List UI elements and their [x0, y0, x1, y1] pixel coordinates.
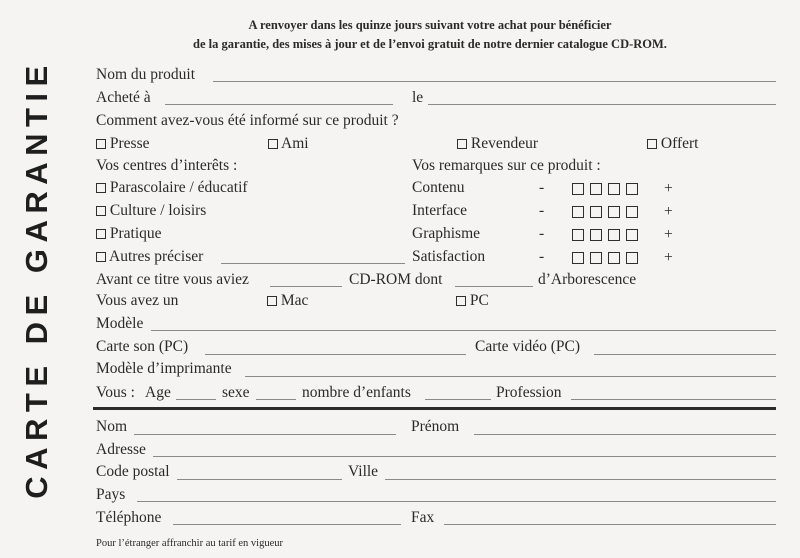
ami-checkbox[interactable]: [268, 139, 278, 149]
satisfaction-rating-1[interactable]: [572, 252, 584, 264]
phone-label: Téléphone: [96, 509, 162, 526]
country-label: Pays: [96, 486, 126, 503]
owned-suffix: d’Arborescence: [538, 271, 637, 288]
bought-at-label: Acheté à: [96, 89, 151, 106]
first-name-label: Prénom: [411, 418, 460, 435]
informed-option-ami: [268, 135, 309, 153]
remark-satisfaction-rating: [572, 250, 644, 268]
interest-autres: [96, 248, 203, 266]
first-name-field[interactable]: [474, 434, 776, 435]
postal-code-label: Code postal: [96, 463, 170, 480]
address-field[interactable]: [153, 456, 776, 457]
remarks-label: Vos remarques sur ce produit :: [412, 157, 601, 174]
remark-interface-rating: [572, 204, 644, 222]
offert-label: Offert: [660, 135, 699, 152]
owned-count-field[interactable]: [270, 286, 342, 287]
informed-question: Comment avez-vous été informé sur ce produit ?: [96, 112, 399, 129]
section-divider: [93, 407, 776, 410]
sound-card-field[interactable]: [205, 354, 466, 355]
remark-interface-minus: -: [539, 202, 545, 219]
product-name-label: Nom du produit: [96, 66, 196, 83]
city-field[interactable]: [385, 479, 776, 480]
last-name-field[interactable]: [134, 434, 396, 435]
remark-contenu-label: Contenu: [412, 179, 465, 196]
purchase-date-label: le: [412, 89, 424, 106]
informed-option-offert: [647, 135, 698, 153]
pratique-label: Pratique: [109, 225, 162, 242]
parascolaire-label: Parascolaire / éducatif: [109, 179, 248, 196]
interest-culture: [96, 202, 206, 220]
mac-label: Mac: [280, 292, 309, 309]
satisfaction-rating-3[interactable]: [608, 252, 620, 264]
remark-graphisme-plus: +: [664, 226, 673, 243]
fax-label: Fax: [411, 509, 435, 526]
remark-interface-plus: +: [664, 203, 673, 220]
age-field[interactable]: [176, 399, 216, 400]
address-label: Adresse: [96, 441, 146, 458]
city-label: Ville: [348, 463, 379, 480]
remark-contenu-minus: -: [539, 179, 545, 196]
purchase-date-field[interactable]: [428, 104, 776, 105]
contenu-rating-3[interactable]: [608, 183, 620, 195]
header-instructions: [150, 16, 710, 54]
age-label: Age: [145, 384, 171, 401]
remark-graphisme-rating: [572, 227, 644, 245]
remark-satisfaction-minus: -: [539, 248, 545, 265]
culture-label: Culture / loisirs: [109, 202, 207, 219]
contenu-rating-4[interactable]: [626, 183, 638, 195]
model-field[interactable]: [151, 330, 776, 331]
phone-field[interactable]: [173, 524, 401, 525]
offert-checkbox[interactable]: [647, 139, 657, 149]
bought-at-field[interactable]: [165, 104, 393, 105]
informed-option-revendeur: [457, 135, 538, 153]
sex-field[interactable]: [256, 399, 296, 400]
presse-checkbox[interactable]: [96, 139, 106, 149]
sound-card-label: Carte son (PC): [96, 338, 189, 355]
autres-label: Autres préciser: [109, 248, 204, 265]
ami-label: Ami: [281, 135, 309, 152]
computer-label: Vous avez un: [96, 292, 179, 309]
interface-rating-2[interactable]: [590, 206, 602, 218]
computer-option-pc: [456, 292, 489, 310]
printer-model-label: Modèle d’imprimante: [96, 360, 232, 377]
fax-field[interactable]: [444, 524, 776, 525]
footer-note: Pour l’étranger affranchir au tarif en vigueur: [96, 538, 283, 549]
country-field[interactable]: [137, 501, 776, 502]
autres-checkbox[interactable]: [96, 252, 106, 262]
graphisme-rating-1[interactable]: [572, 229, 584, 241]
owned-prefix: Avant ce titre vous aviez: [96, 271, 249, 288]
revendeur-label: Revendeur: [470, 135, 539, 152]
satisfaction-rating-4[interactable]: [626, 252, 638, 264]
computer-option-mac: [267, 292, 308, 310]
culture-checkbox[interactable]: [96, 206, 106, 216]
pratique-checkbox[interactable]: [96, 229, 106, 239]
profession-field[interactable]: [571, 399, 776, 400]
sex-label: sexe: [222, 384, 250, 401]
graphisme-rating-3[interactable]: [608, 229, 620, 241]
interest-parascolaire: [96, 179, 248, 197]
graphisme-rating-2[interactable]: [590, 229, 602, 241]
last-name-label: Nom: [96, 418, 127, 435]
contenu-rating-1[interactable]: [572, 183, 584, 195]
about-label: Vous :: [96, 384, 135, 401]
pc-checkbox[interactable]: [456, 296, 466, 306]
remark-graphisme-minus: -: [539, 225, 545, 242]
presse-label: Presse: [109, 135, 150, 152]
card-title: CARTE DE GARANTIE: [19, 59, 54, 499]
mac-checkbox[interactable]: [267, 296, 277, 306]
model-label: Modèle: [96, 315, 144, 332]
informed-option-presse: [96, 135, 149, 153]
header-line-1: A renvoyer dans les quinze jours suivant votre achat pour bénéficier: [248, 18, 612, 32]
product-name-field[interactable]: [213, 81, 776, 82]
contenu-rating-2[interactable]: [590, 183, 602, 195]
owned-mid: CD-ROM dont: [349, 271, 443, 288]
interface-rating-1[interactable]: [572, 206, 584, 218]
autres-field[interactable]: [221, 263, 405, 264]
header-line-2: de la garantie, des mises à jour et de l’envoi gratuit de notre dernier catalogue CD-ROM.: [193, 37, 667, 51]
children-label: nombre d’enfants: [302, 384, 411, 401]
pc-label: PC: [469, 292, 489, 309]
revendeur-checkbox[interactable]: [457, 139, 467, 149]
remark-contenu-rating: [572, 181, 644, 199]
parascolaire-checkbox[interactable]: [96, 183, 106, 193]
remark-contenu-plus: +: [664, 180, 673, 197]
interests-label: Vos centres d’interêts :: [96, 157, 238, 174]
remark-graphisme-label: Graphisme: [412, 225, 481, 242]
interface-rating-4[interactable]: [626, 206, 638, 218]
children-field[interactable]: [425, 399, 491, 400]
satisfaction-rating-2[interactable]: [590, 252, 602, 264]
video-card-field[interactable]: [594, 354, 776, 355]
postal-code-field[interactable]: [177, 479, 342, 480]
graphisme-rating-4[interactable]: [626, 229, 638, 241]
video-card-label: Carte vidéo (PC): [475, 338, 581, 355]
printer-model-field[interactable]: [245, 376, 776, 377]
remark-interface-label: Interface: [412, 202, 468, 219]
remark-satisfaction-plus: +: [664, 249, 673, 266]
remark-satisfaction-label: Satisfaction: [412, 248, 486, 265]
interest-pratique: [96, 225, 162, 243]
profession-label: Profession: [496, 384, 562, 401]
arborescence-count-field[interactable]: [455, 286, 533, 287]
interface-rating-3[interactable]: [608, 206, 620, 218]
